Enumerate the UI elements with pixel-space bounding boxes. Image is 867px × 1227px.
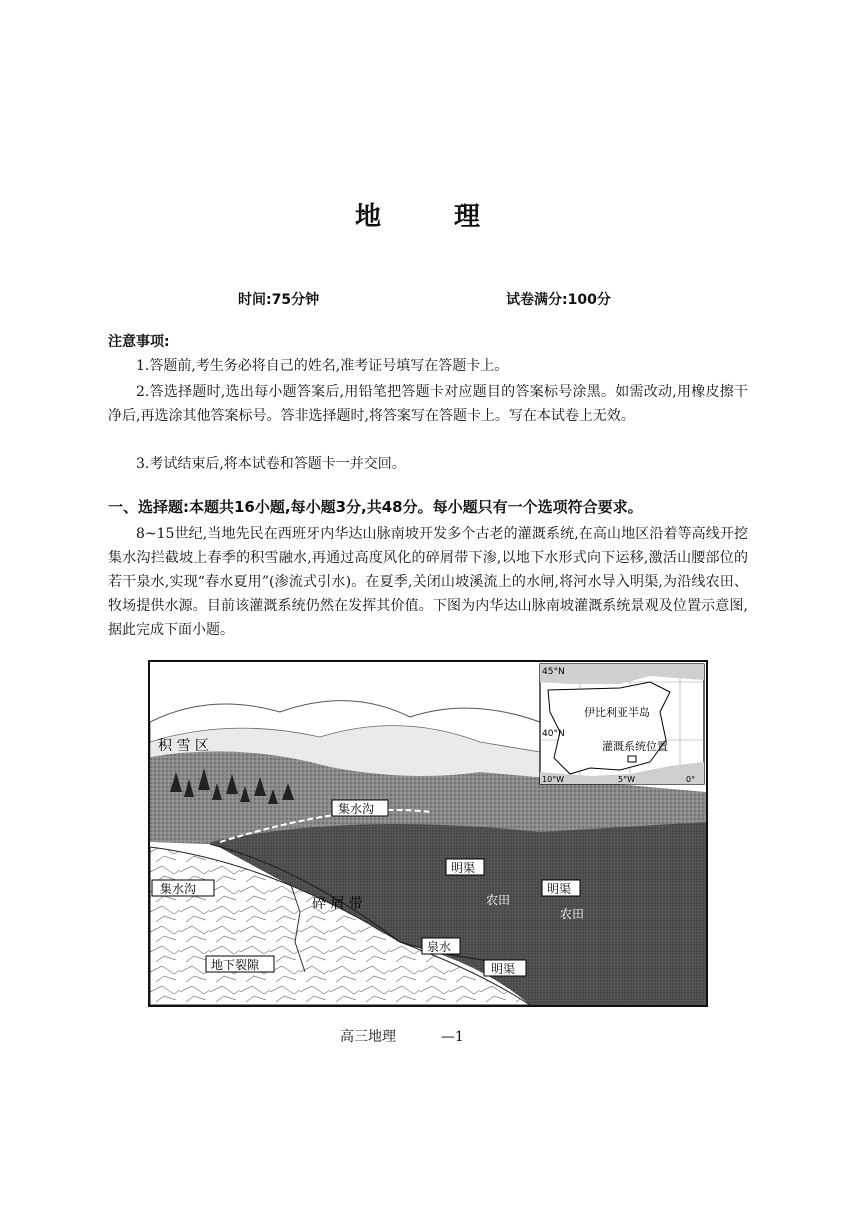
label-canal-3: 明渠: [491, 962, 516, 976]
inset-lon-0: 0°: [686, 775, 696, 784]
section-heading: 一、选择题:本题共16小题,每小题3分,共48分。每小题只有一个选项符合要求。: [108, 498, 643, 516]
label-ditch-lower: 集水沟: [160, 882, 197, 896]
inset-lat-40: 40°N: [542, 729, 565, 739]
label-debris-zone: 碎 屑 带: [312, 896, 363, 912]
footer-page-number: —1: [440, 1029, 464, 1045]
exam-score: 试卷满分:100分: [506, 292, 611, 308]
note-item: 1.答题前,考生务必将自己的姓名,准考证号填写在答题卡上。: [136, 358, 509, 374]
irrigation-figure: [148, 660, 708, 1007]
label-ditch-upper: 集水沟: [338, 802, 375, 816]
page-footer: [340, 1026, 464, 1046]
inset-lat-45: 45°N: [542, 667, 565, 677]
landscape-illustration: [150, 662, 706, 1005]
question-passage: 8~15世纪,当地先民在西班牙内华达山脉南坡开发多个古老的灌溉系统,在高山地区沿着等高线开挖集水沟拦截坡上春季的积雪融水,再通过高度风化的碎屑带下渗,以地下水形式向下运移,激活山腰部位的若干泉水,实现“春水夏用”(渗流式引水)。在夏季,关闭山坡溪流上的水闸,将河水导入明渠,为沿线农田、牧场提供水源。目前该灌溉系统仍然在发挥其价值。下图为内华达山脉南坡灌溉系统景观及位置示意图,据此完成下面小题。: [108, 526, 748, 638]
label-farm-1: 农田: [486, 893, 511, 907]
inset-peninsula-label: 伊比利亚半岛: [584, 706, 650, 719]
page-title: 地 理: [354, 202, 513, 232]
inset-lon-10w: 10°W: [542, 775, 565, 784]
footer-subject: 高三地理: [340, 1029, 396, 1045]
label-spring: 泉水: [427, 940, 452, 954]
inset-location-label: 灌溉系统位置: [602, 740, 668, 753]
label-farm-2: 农田: [560, 907, 585, 921]
exam-time: 时间:75分钟: [238, 292, 320, 308]
label-fissure: 地下裂隙: [211, 958, 260, 972]
note-item: 3.考试结束后,将本试卷和答题卡一并交回。: [136, 456, 406, 472]
label-snow-zone: 积 雪 区: [158, 738, 209, 754]
label-canal-2: 明渠: [547, 882, 572, 896]
location-inset-map: [540, 664, 704, 784]
notes-heading: 注意事项:: [108, 334, 170, 350]
label-canal-1: 明渠: [451, 861, 476, 875]
inset-lon-5w: 5°W: [618, 775, 635, 784]
note-item: 2.答选择题时,选出每小题答案后,用铅笔把答题卡对应题目的答案标号涂黑。如需改动,用橡皮擦干净后,再选涂其他答案标号。答非选择题时,将答案写在答题卡上。写在本试卷上无效。: [108, 384, 748, 424]
